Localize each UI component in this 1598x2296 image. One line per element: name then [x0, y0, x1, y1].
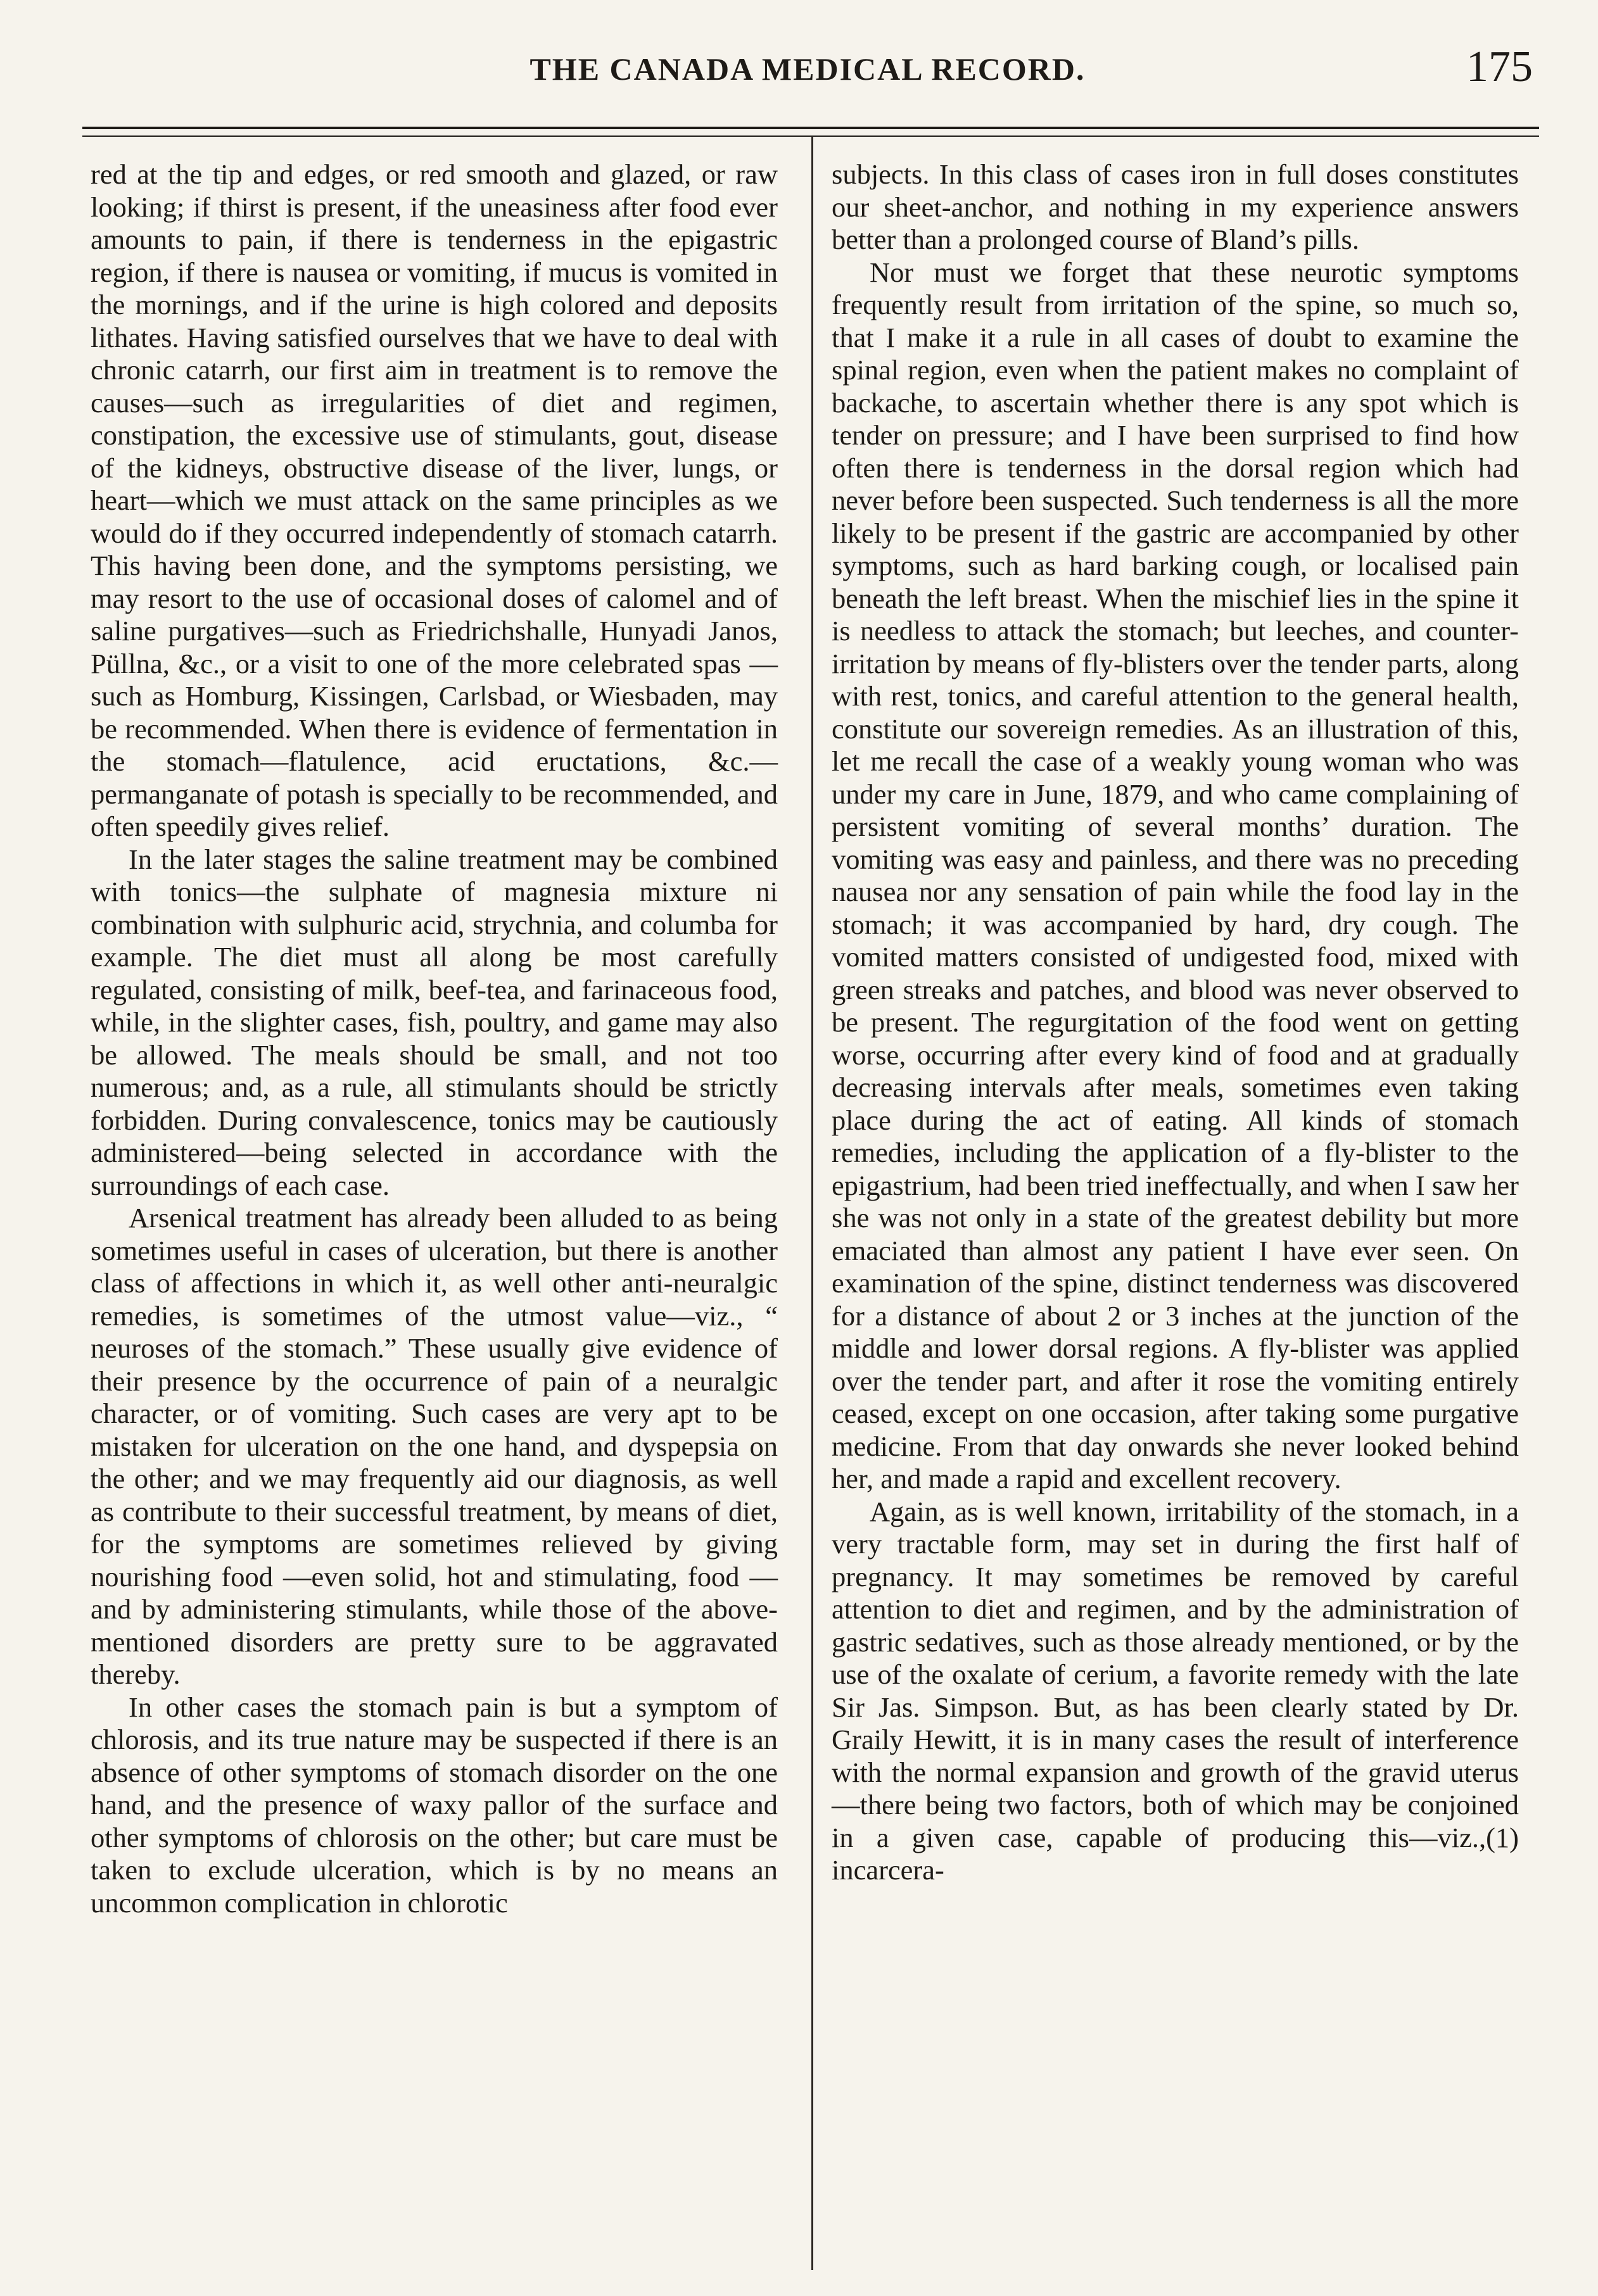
- paragraph: red at the tip and edges, or red smooth and glazed, or raw looking; if thirst is present, if the uneasiness after food ever amounts to pain, if there is tenderness in the epigastric region, if there is nausea or vomiting, if mucus is vomited in the mornings, and if the urine is high colored and deposits lithates. Having satisfied ourselves that we have to deal with chronic catarrh, our first aim in treatment is to remove the causes—such as irregularities of diet and regimen, constipation, the excessive use of stimulants, gout, disease of the kidneys, obstructive disease of the liver, lungs, or heart—which we must attack on the same principles as we would do if they occurred independently of stomach catarrh. This having been done, and the symptoms persisting, we may resort to the use of occasional doses of calomel and of saline purgatives—such as Friedrichshalle, Hunyadi Janos, Püllna, &c., or a visit to one of the more celebrated spas —such as Homburg, Kissingen, Carlsbad, or Wiesbaden, may be recommended. When there is evidence of fermentation in the stomach—flatulence, acid eructations, &c.—permanganate of potash is specially to be recommended, and often speedily gives relief.: [91, 158, 778, 842]
- paragraph: Nor must we forget that these neurotic symptoms frequently result from irritation of the spine, so much so, that I make it a rule in all cases of doubt to examine the spinal region, even when the patient makes no complaint of backache, to ascertain whether there is any spot which is tender on pressure; and I have been surprised to find how often there is tenderness in the dorsal region which had never before been suspected. Such tenderness is all the more likely to be present if the gastric are accompanied by other symptoms, such as hard barking cough, or localised pain beneath the left breast. When the mischief lies in the spine it is needless to attack the stomach; but leeches, and counter-irritation by means of fly-blisters over the tender parts, along with rest, tonics, and careful attention to the general health, constitute our sovereign remedies. As an illustration of this, let me recall the case of a weakly young woman who was under my care in June, 1879, and who came complaining of persistent vomiting of several months’ duration. The vomiting was easy and painless, and there was no preceding nausea nor any sensation of pain while the food lay in the stomach; it was accompanied by hard, dry cough. The vomited matters consisted of undigested food, mixed with green streaks and patches, and blood was never observed to be present. The regurgitation of the food went on getting worse, occurring after every kind of food and at gradually decreasing intervals after meals, sometimes even taking place during the act of eating. All kinds of stomach remedies, including the application of a fly-blister to the epigastrium, had been tried ineffectually, and when I saw her she was not only in a state of the greatest debility but more emaciated than almost any patient I have ever seen. On examination of the spine, distinct tenderness was discovered for a distance of about 2 or 3 inches at the junction of the middle and lower dorsal regions. A fly-blister was applied over the tender part, and after it rose the vomiting entirely ceased, except on one occasion, after taking some purgative medicine. From that day onwards she never looked behind her, and made a rapid and excellent recovery.: [832, 256, 1519, 1494]
- journal-title: THE CANADA MEDICAL RECORD.: [529, 51, 1086, 87]
- paragraph: Arsenical treatment has already been alluded to as being sometimes useful in cases of ulceration, but there is another class of affections in which it, as well other anti-neuralgic remedies, is sometimes of the utmost value—viz., “ neuroses of the stomach.” These usually give evidence of their presence by the occurrence of pain of a neuralgic character, or of vomiting. Such cases are very apt to be mistaken for ulceration on the one hand, and dyspepsia on the other; and we may frequently aid our diagnosis, as well as contribute to their successful treatment, by means of diet, for the symptoms are sometimes relieved by giving nourishing food —even solid, hot and stimulating, food —and by administering stimulants, while those of the above-mentioned disorders are pretty sure to be aggravated thereby.: [91, 1202, 778, 1690]
- right-column: [832, 158, 1519, 1887]
- header-rule-thin: [82, 136, 1539, 137]
- column-divider: [811, 136, 813, 2270]
- paragraph: In other cases the stomach pain is but a symptom of chlorosis, and its true nature may be suspected if there is an absence of other symptoms of stomach disorder on the one hand, and the presence of waxy pallor of the surface and other symptoms of chlorosis on the other; but care must be taken to exclude ulceration, which is by no means an uncommon complication in chlorotic: [91, 1691, 778, 1919]
- paragraph: subjects. In this class of cases iron in full doses constitutes our sheet-anchor, and nothing in my experience answers better than a prolonged course of Bland’s pills.: [832, 158, 1519, 255]
- header-rule-thick: [82, 127, 1539, 129]
- left-column: [91, 158, 778, 1919]
- paragraph: Again, as is well known, irritability of the stomach, in a very tractable form, may set in during the first half of pregnancy. It may sometimes be removed by careful attention to diet and regimen, and by the administration of gastric sedatives, such as those already mentioned, or by the use of the oxalate of cerium, a favorite remedy with the late Sir Jas. Simpson. But, as has been clearly stated by Dr. Graily Hewitt, it is in many cases the result of interference with the normal expansion and growth of the gravid uterus—there being two factors, both of which may be conjoined in a given case, capable of producing this—viz.,(1) incarcera-: [832, 1495, 1519, 1886]
- running-header: [82, 42, 1533, 108]
- page-number: 175: [1466, 42, 1533, 91]
- paragraph: In the later stages the saline treatment may be combined with tonics—the sulphate of magnesia mixture ni combination with sulphuric acid, strychnia, and columba for example. The diet must all along be most carefully regulated, consisting of milk, beef-tea, and farinaceous food, while, in the slighter cases, fish, poultry, and game may also be allowed. The meals should be small, and not too numerous; and, as a rule, all stimulants should be strictly forbidden. During convalescence, tonics may be cautiously administered—being selected in accordance with the surroundings of each case.: [91, 843, 778, 1201]
